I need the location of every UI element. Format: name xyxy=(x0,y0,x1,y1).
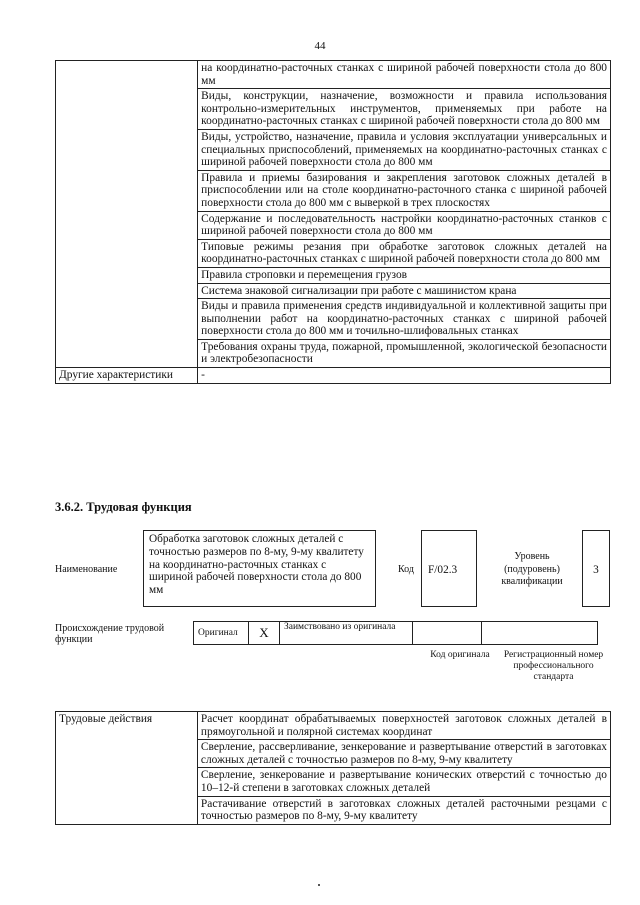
table-row xyxy=(56,368,611,384)
original-label: Оригинал xyxy=(194,622,249,645)
row-content-cell: Типовые режимы резания при обработке заготовок сложных деталей на координатно-расточных станках с шириной рабочей поверхности стола до 800 мм xyxy=(198,239,611,267)
level-label: Уровень (подуровень) квалификации xyxy=(501,551,563,587)
row-label-cell xyxy=(56,61,198,368)
section-title: 3.6.2. Трудовая функция xyxy=(55,500,192,514)
code-caption: Код оригинала xyxy=(430,650,490,660)
page-number: 44 xyxy=(314,40,326,52)
function-code-box: F/02.3 xyxy=(421,530,477,607)
reg-number-cell xyxy=(482,622,598,645)
row-content-cell: Правила строповки и перемещения грузов xyxy=(198,267,611,283)
row-content-cell: Виды, устройство, назначение, правила и условия эксплуатации универсальных и специальных приспособлений, применяемых на координатно-расточных станках с шириной рабочей поверхности стола до 800 мм xyxy=(198,129,611,170)
row-content-cell: Система знаковой сигнализации при работе с машинистом крана xyxy=(198,283,611,299)
labor-action-item: Расчет координат обрабатываемых поверхностей заготовок сложных деталей в прямоугольной и полярной системах координат xyxy=(197,712,610,740)
row-content-cell: Требования охраны труда, пожарной, промышленной, экологической безопасности и электробезопасности xyxy=(198,339,611,367)
labor-action-item: Растачивание отверстий в заготовках сложных деталей расточными резцами с точностью размеров по 8-му, 9-му квалитету xyxy=(197,796,610,824)
table-row xyxy=(56,712,611,740)
borrowed-label: Заимствовано из оригинала xyxy=(280,622,413,645)
labor-action-item: Сверление, рассверливание, зенкерование и развертывание отверстий в заготовках сложных деталей с точностью размеров по 8-му, 9-му квалитету xyxy=(197,740,610,768)
row-content-cell: Виды и правила применения средств индивидуальной и коллективной защиты при выполнении работ на координатно-расточных станках с шириной рабочей поверхности стола до 800 мм и точильно-шлифовальных станках xyxy=(198,299,611,340)
code-label: Код xyxy=(398,564,414,575)
origin-label: Происхождение трудовой функции xyxy=(55,623,165,645)
original-mark: X xyxy=(249,622,280,645)
row-content-cell: - xyxy=(198,368,611,384)
reg-caption: Регистрационный номер профессионального стандарта xyxy=(503,650,604,682)
labor-action-item: Сверление, зенкерование и развертывание конических отверстий с точностью до 10–12-й степени в заготовках сложных деталей xyxy=(197,768,610,796)
level-box: 3 xyxy=(582,530,610,607)
labor-actions-table xyxy=(55,711,611,825)
origin-table xyxy=(193,621,598,645)
table-row xyxy=(56,61,611,89)
row-content-cell: Содержание и последовательность настройки координатно-расточных станков с шириной рабочей поверхности стола до 800 мм xyxy=(198,211,611,239)
row-label-cell: Другие характеристики xyxy=(56,368,198,384)
knowledge-table xyxy=(55,60,611,384)
original-code-cell xyxy=(413,622,482,645)
labor-actions-label: Трудовые действия xyxy=(56,712,198,825)
row-content-cell: на координатно-расточных станках с шириной рабочей поверхности стола до 800 мм xyxy=(198,61,611,89)
row-content-cell: Виды, конструкции, назначение, возможности и правила использования контрольно-измерительных инструментов, применяемых при работе на координатно-расточных станках с шириной рабочей поверхности стола до 800 мм xyxy=(198,89,611,130)
function-name-box: Обработка заготовок сложных деталей с точностью размеров по 8-му, 9-му квалитету на координатно-расточных станках с шириной рабочей поверхности стола до 800 мм xyxy=(143,530,376,607)
name-label: Наименование xyxy=(55,564,118,575)
row-content-cell: Правила и приемы базирования и закрепления заготовок сложных деталей в приспособлении или на столе координатно-расточного станка с шириной рабочей поверхности стола до 800 мм с выверкой в трех плоскостях xyxy=(198,170,611,211)
scan-dot xyxy=(318,884,320,886)
